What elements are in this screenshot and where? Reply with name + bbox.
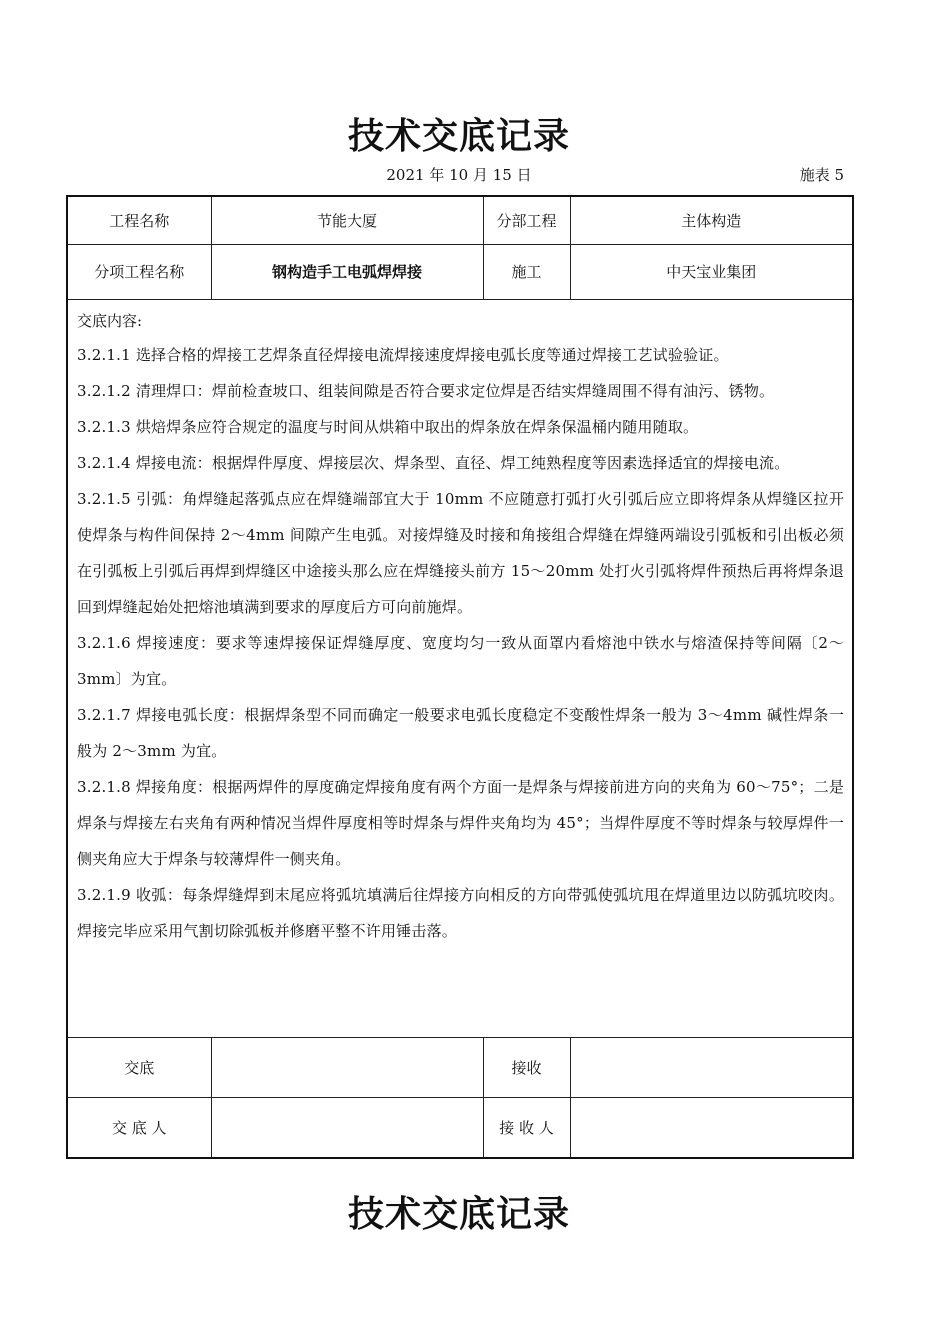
handover-record-table <box>66 195 854 1159</box>
content-item: 3.2.1.2 清理焊口：焊前检查坡口、组装间隙是否符合要求定位焊是否结实焊缝周围不得有油污、锈物。 <box>77 381 775 400</box>
handover-label: 交底 <box>67 1037 211 1097</box>
division-value: 主体构造 <box>570 196 853 244</box>
content-item: 3.2.1.7 焊接电弧长度：根据焊条型不同而确定一般要求电弧长度稳定不变酸性焊条一般为 3～4mm 碱性焊条一般为 2～3mm 为宜。 <box>77 705 845 760</box>
subitem-value: 钢构造手工电弧焊焊接 <box>211 244 483 299</box>
content-item: 3.2.1.8 焊接角度：根据两焊件的厚度确定焊接角度有两个方面一是焊条与焊接前进方向的夹角为 60～75°；二是焊条与焊接左右夹角有两种情况当焊件厚度相等时焊条与焊件夹角均为 45°；当焊件厚度不等时焊条与较厚焊件一侧夹角应大于焊条与较薄焊件一侧夹角。 <box>77 777 845 868</box>
project-name-value: 节能大厦 <box>211 196 483 244</box>
document-date: 2021 年 10 月 15 日 <box>386 166 532 184</box>
content-heading: 交底内容: <box>77 311 143 330</box>
content-item: 3.2.1.1 选择合格的焊接工艺焊条直径焊接电流焊接速度焊接电弧长度等通过焊接工艺试验验证。 <box>77 345 729 364</box>
project-name-label: 工程名称 <box>67 196 211 244</box>
next-page-title: 技术交底记录 <box>347 1194 570 1235</box>
construction-value: 中天宝业集团 <box>570 244 853 299</box>
content-item: 3.2.1.3 烘焙焊条应符合规定的温度与时间从烘箱中取出的焊条放在焊条保温桶内随用随取。 <box>77 417 699 436</box>
division-label: 分部工程 <box>483 196 570 244</box>
content-item: 3.2.1.6 焊接速度：要求等速焊接保证焊缝厚度、宽度均匀一致从面罩内看熔池中铁水与熔渣保持等间隔〔2～3mm〕为宜。 <box>77 633 845 688</box>
content-item: 3.2.1.4 焊接电流：根据焊件厚度、焊接层次、焊条型、直径、焊工纯熟程度等因素选择适宜的焊接电流。 <box>77 453 790 472</box>
sign-row <box>67 1037 853 1097</box>
signer-row <box>67 1097 853 1158</box>
document-title: 技术交底记录 <box>347 116 570 157</box>
receiver-label: 接 收 人 <box>483 1097 570 1158</box>
content-row <box>67 299 853 1037</box>
project-row <box>67 196 853 244</box>
handover-value <box>211 1037 483 1097</box>
handover-person-label: 交 底 人 <box>67 1097 211 1158</box>
subitem-label: 分项工程名称 <box>67 244 211 299</box>
handover-person-value <box>211 1097 483 1158</box>
receive-label: 接收 <box>483 1037 570 1097</box>
handover-content <box>67 299 853 1037</box>
form-number: 施表 5 <box>799 166 844 184</box>
content-item: 3.2.1.5 引弧：角焊缝起落弧点应在焊缝端部宜大于 10mm 不应随意打弧打火引弧后应立即将焊条从焊缝区拉开使焊条与构件间保持 2～4mm 间隙产生电弧。对接焊缝及时接和角接组合焊缝在焊缝两端设引弧板和引出板必须在引弧板上引弧后再焊到焊缝区中途接头那么应在焊缝接头前方 15～20mm 处打火引弧将焊件预热后再将焊条退回到焊缝起始处把熔池填满到要求的厚度后方可向前施焊。 <box>77 489 845 616</box>
content-item: 3.2.1.9 收弧：每条焊缝焊到末尾应将弧坑填满后往焊接方向相反的方向带弧使弧坑甩在焊道里边以防弧坑咬肉。焊接完毕应采用气割切除弧板并修磨平整不许用锤击落。 <box>77 885 845 940</box>
receive-value <box>570 1037 853 1097</box>
construction-label: 施工 <box>483 244 570 299</box>
subitem-row <box>67 244 853 299</box>
receiver-value <box>570 1097 853 1158</box>
meta-row <box>66 164 844 186</box>
